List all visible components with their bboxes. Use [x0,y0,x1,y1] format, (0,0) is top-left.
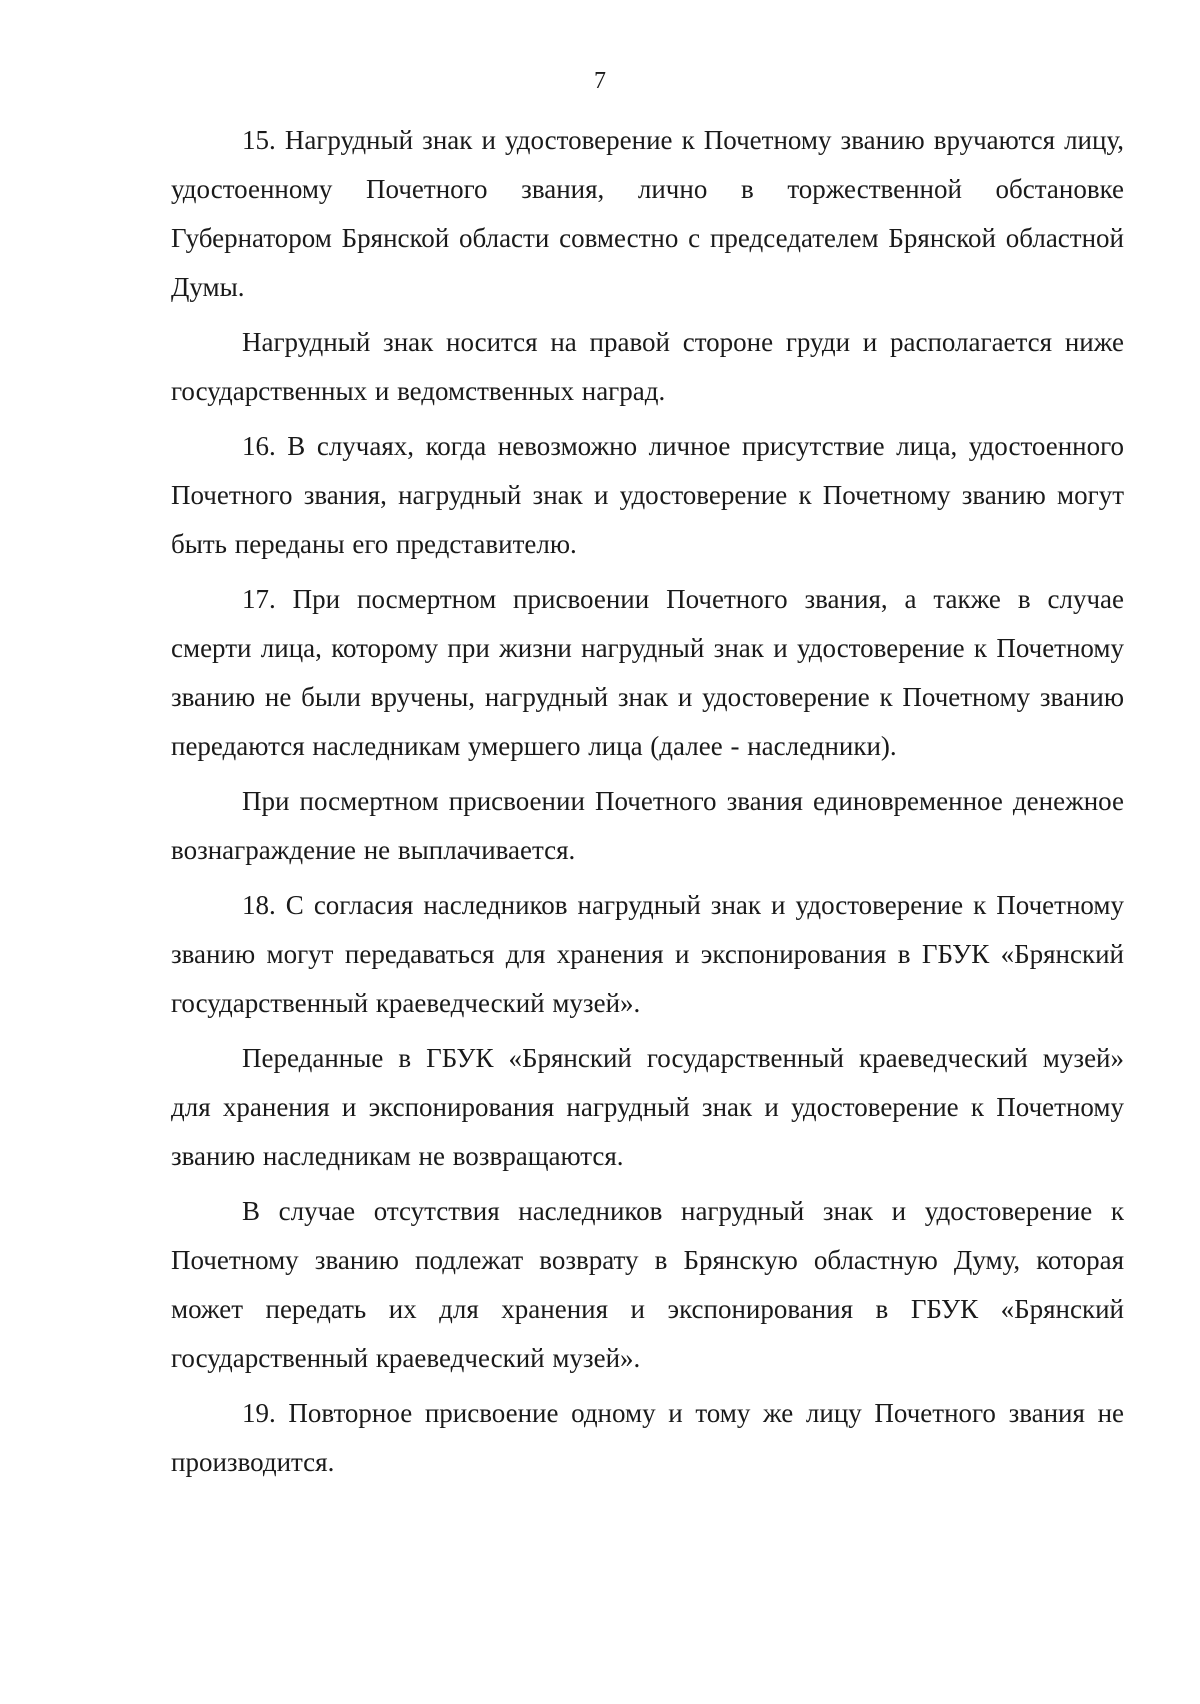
paragraph-19: 19. Повторное присвоение одному и тому же лицу Почетного звания не производится. [171,1398,1124,1477]
document-body [171,116,1124,1493]
paragraph-17: 17. При посмертном присвоении Почетного звания, а также в случае смерти лица, которому при жизни нагрудный знак и удостоверение к Почетному званию не были вручены, нагрудный знак и удостоверение к Почетному званию передаются наследникам умершего лица (далее - наследники). [171,584,1124,761]
paragraph-posthumous-payment: При посмертном присвоении Почетного звания единовременное денежное вознаграждение не выплачивается. [171,786,1124,865]
paragraph-16: 16. В случаях, когда невозможно личное присутствие лица, удостоенного Почетного звания, нагрудный знак и удостоверение к Почетному званию могут быть переданы его представителю. [171,431,1124,559]
paragraph-museum-transfer: Переданные в ГБУК «Брянский государственный краеведческий музей» для хранения и экспонирования нагрудный знак и удостоверение к Почетному званию наследникам не возвращаются. [171,1043,1124,1171]
paragraph-no-heirs: В случае отсутствия наследников нагрудный знак и удостоверение к Почетному званию подлежат возврату в Брянскую областную Думу, которая может передать их для хранения и экспонирования в ГБУК «Брянский государственный краеведческий музей». [171,1196,1124,1373]
paragraph-badge-wearing: Нагрудный знак носится на правой стороне груди и располагается ниже государственных и ведомственных наград. [171,327,1124,406]
page-number: 7 [594,68,606,94]
paragraph-15: 15. Нагрудный знак и удостоверение к Почетному званию вручаются лицу, удостоенному Почетного звания, лично в торжественной обстановке Губернатором Брянской области совместно с председателем Брянской областной Думы. [171,125,1124,302]
paragraph-18: 18. С согласия наследников нагрудный знак и удостоверение к Почетному званию могут передаваться для хранения и экспонирования в ГБУК «Брянский государственный краеведческий музей». [171,890,1124,1018]
